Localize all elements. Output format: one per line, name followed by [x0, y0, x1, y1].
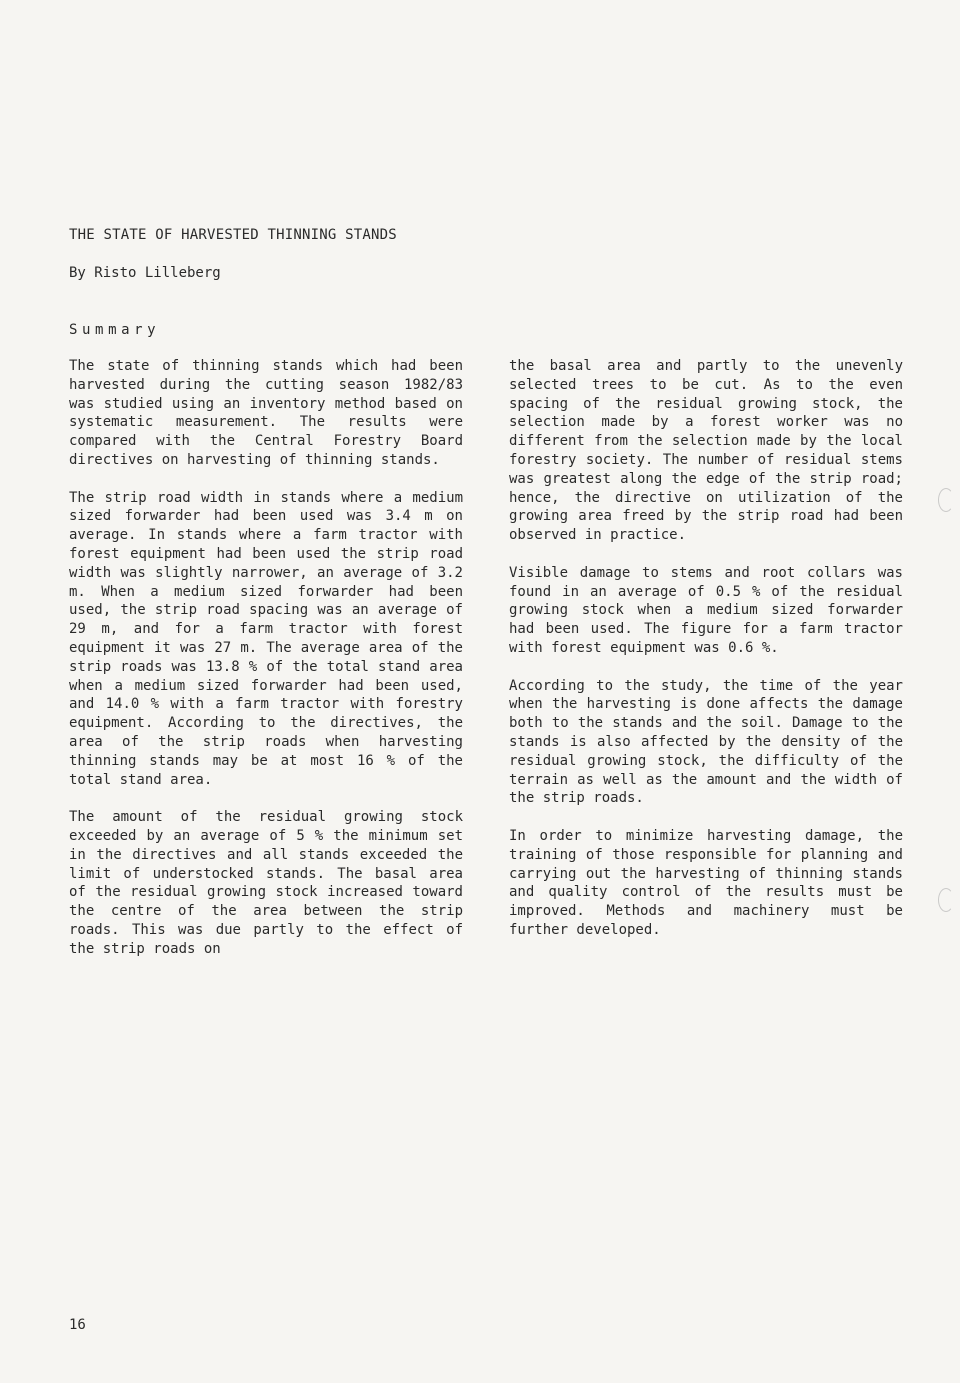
paragraph-study-overview: The state of thinning stands which had been harvested during the cutting season 1982/83 was studied using an inventory method based on systematic measurement. The results were compared with the Central Forestry Board directives on harvesting of thinning stands.	[69, 358, 463, 468]
paragraph-visible-damage: Visible damage to stems and root collars was found in an average of 0.5 % of the residual growing stock when a medium sized forwarder had been used. The figure for a farm tractor with forest equipment was 0.6 %.	[509, 564, 903, 656]
paragraph-harvest-timing: According to the study, the time of the year when the harvesting is done affects the damage both to the stands and the soil. Damage to the stands is also affected by the density of the residual growing stock, the difficulty of the terrain as well as the amount and the width of the strip roads.	[509, 677, 903, 807]
paragraph-residual-stock: The amount of the residual growing stock exceeded by an average of 5 % the minimum set in the directives and all stands exceeded the limit of understocked stands. The basal area of the residual growing stock increased toward the centre of the area between the strip roads. This was due partly to the effect of the strip roads on	[69, 809, 463, 957]
punch-hole-mark-icon	[938, 888, 954, 912]
document-title: THE STATE OF HARVESTED THINNING STANDS	[69, 227, 397, 243]
paragraph-recommendations: In order to minimize harvesting damage, the training of those responsible for planning and carrying out the harvesting of thinning stands and quality control of the results must be improved. Methods and machinery must be further developed.	[509, 827, 903, 938]
right-column	[509, 357, 903, 959]
paragraph-basal-area: the basal area and partly to the unevenly selected trees to be cut. As to the even spacing of the residual growing stock, the selection made by a forest worker was no different from the selection made by the local forestry society. The number of residual stems was greatest along the edge of the strip road; hence, the directive on utilization of the growing area freed by the strip road had been observed in practice.	[509, 358, 903, 544]
author-byline: By Risto Lilleberg	[69, 265, 221, 281]
paragraph-strip-roads: The strip road width in stands where a medium sized forwarder had been used was 3.4 m on average. In stands where a farm tractor with forest equipment had been used the strip road width was slightly narrower, an average of 3.2 m. When a medium sized forwarder had been used, the strip road spacing was an average of 29 m, and for a farm tractor with forest equipment it was 27 m. The average area of the strip roads was 13.8 % of the total stand area when a medium sized forwarder had been used, and 14.0 % with a farm tractor with forestry equipment. According to the directives, the area of the strip roads when harvesting thinning stands may be at most 16 % of the total stand area.	[69, 489, 463, 788]
punch-hole-mark-icon	[938, 488, 954, 512]
summary-heading: Summary	[69, 322, 161, 338]
page-number: 16	[69, 1317, 86, 1333]
left-column	[69, 357, 463, 977]
